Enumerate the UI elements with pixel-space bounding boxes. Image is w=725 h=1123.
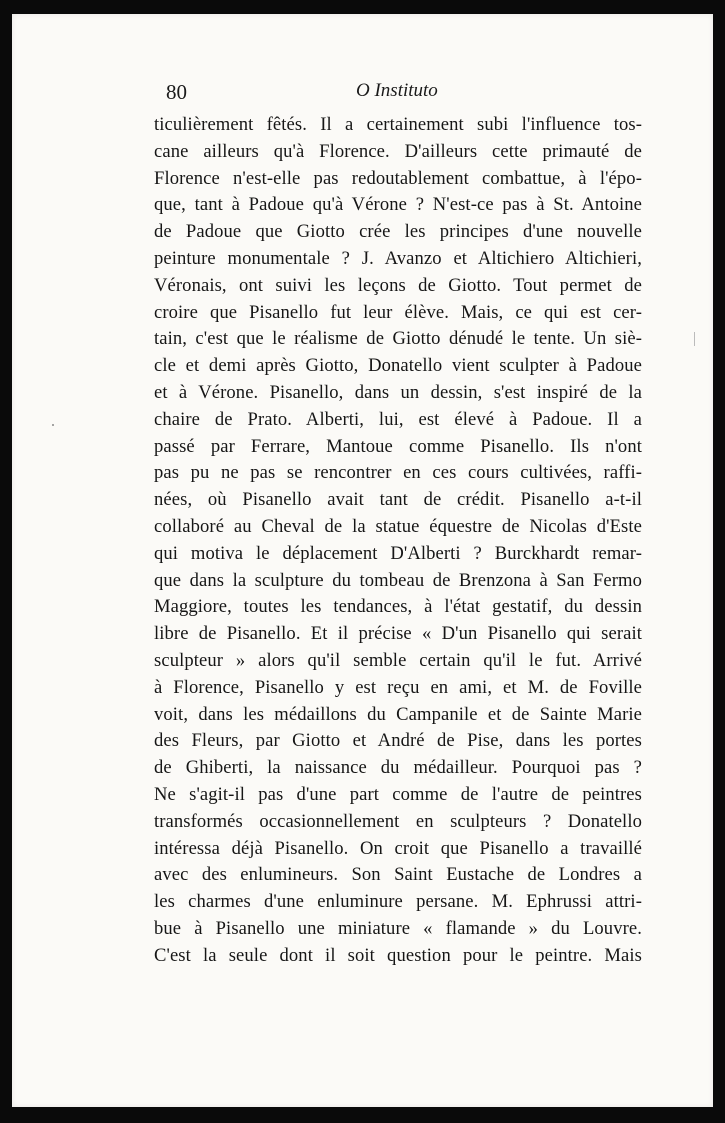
running-title: O Instituto bbox=[356, 80, 438, 101]
text-line: nées, où Pisanello avait tant de crédit. Pisanello a-t-il bbox=[154, 489, 642, 511]
text-line: les charmes d'une enluminure persane. M. Ephrussi attri- bbox=[154, 891, 642, 913]
text-line: à Florence, Pisanello y est reçu en ami, et M. de Foville bbox=[154, 676, 642, 698]
text-line: ticulièrement fêtés. Il a certainement subi l'influence tos- bbox=[154, 114, 642, 135]
text-line: transformés occasionnellement en sculpteurs ? Donatello bbox=[154, 810, 642, 832]
text-line: avec des enlumineurs. Son Saint Eustache de Londres a bbox=[154, 864, 642, 886]
text-line: libre de Pisanello. Et il précise « D'un Pisanello qui serait bbox=[154, 623, 642, 645]
text-line: collaboré au Cheval de la statue équestre de Nicolas d'Este bbox=[154, 515, 642, 537]
page-header bbox=[166, 80, 656, 110]
text-line: sculpteur » alors qu'il semble certain qu'il le fut. Arrivé bbox=[154, 649, 642, 671]
text-line: Ne s'agit-il pas d'une part comme de l'autre de peintres bbox=[154, 783, 642, 805]
text-line: croire que Pisanello fut leur élève. Mais, ce qui est cer- bbox=[154, 301, 642, 323]
text-line: passé par Ferrare, Mantoue comme Pisanello. Ils n'ont bbox=[154, 435, 642, 457]
scan-speck bbox=[52, 424, 54, 426]
text-line: que dans la sculpture du tombeau de Brenzona à San Fermo bbox=[154, 569, 642, 591]
text-line: pas pu ne pas se rencontrer en ces cours cultivées, raffi- bbox=[154, 462, 642, 484]
text-line: Véronais, ont suivi les leçons de Giotto. Tout permet de bbox=[154, 274, 642, 296]
text-line: intéressa déjà Pisanello. On croit que Pisanello a travaillé bbox=[154, 837, 642, 859]
text-line: qui motiva le déplacement D'Alberti ? Burckhardt remar- bbox=[154, 542, 642, 564]
text-line: voit, dans les médaillons du Campanile et de Sainte Marie bbox=[154, 703, 642, 725]
text-line: des Fleurs, par Giotto et André de Pise, dans les portes bbox=[154, 730, 642, 752]
text-line: que, tant à Padoue qu'à Vérone ? N'est-ce pas à St. Antoine bbox=[154, 194, 642, 216]
text-line: et à Vérone. Pisanello, dans un dessin, s'est inspiré de la bbox=[154, 381, 642, 403]
text-line: Maggiore, toutes les tendances, à l'état gestatif, du dessin bbox=[154, 596, 642, 618]
text-line: bue à Pisanello une miniature « flamande » du Louvre. bbox=[154, 917, 642, 939]
scan-speck bbox=[694, 332, 695, 346]
text-line: peinture monumentale ? J. Avanzo et Altichiero Altichieri, bbox=[154, 247, 642, 269]
body-text bbox=[154, 112, 642, 970]
text-line: cle et demi après Giotto, Donatello vient sculpter à Padoue bbox=[154, 355, 642, 377]
text-line: de Padoue que Giotto crée les principes d'une nouvelle bbox=[154, 221, 642, 243]
text-line: Florence n'est-elle pas redoutablement combattue, à l'épo- bbox=[154, 167, 642, 189]
text-line: tain, c'est que le réalisme de Giotto dénudé le tente. Un siè- bbox=[154, 328, 642, 350]
text-line: chaire de Prato. Alberti, lui, est élevé à Padoue. Il a bbox=[154, 408, 642, 430]
text-line: de Ghiberti, la naissance du médailleur. Pourquoi pas ? bbox=[154, 757, 642, 779]
text-line: cane ailleurs qu'à Florence. D'ailleurs cette primauté de bbox=[154, 140, 642, 162]
page-number: 80 bbox=[166, 80, 187, 104]
text-line: C'est la seule dont il soit question pour le peintre. Mais bbox=[154, 944, 642, 966]
